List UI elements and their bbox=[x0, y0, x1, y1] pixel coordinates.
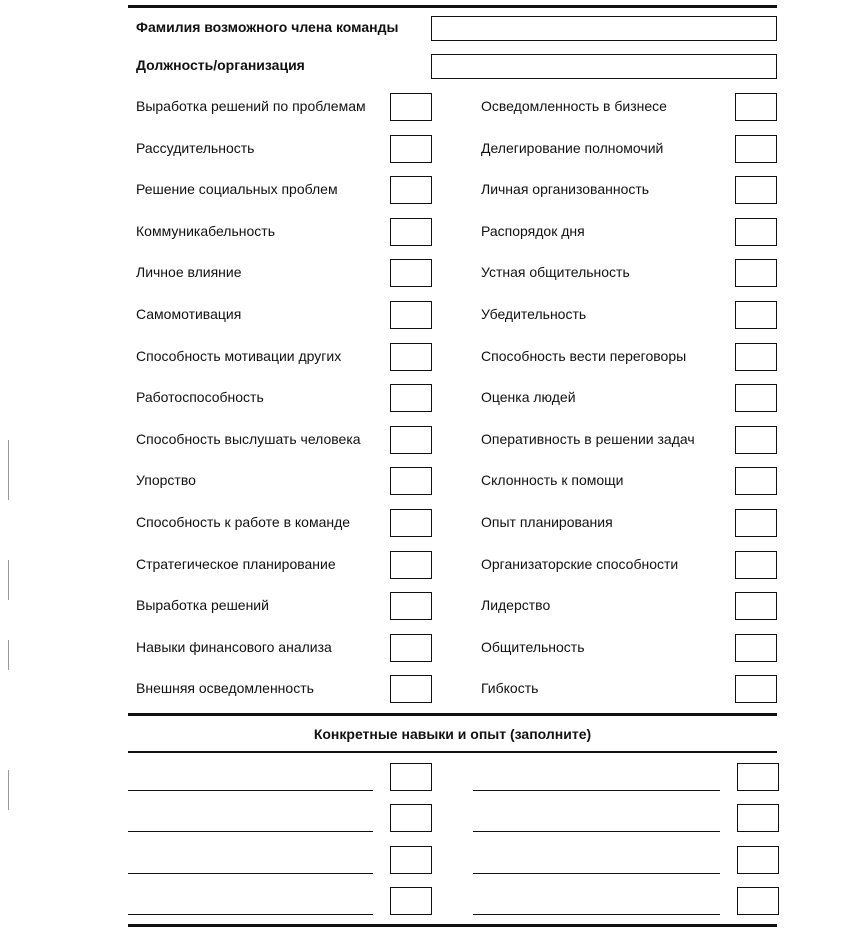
quality-label-right: Убедительность bbox=[481, 306, 587, 322]
score-box-left[interactable] bbox=[390, 426, 432, 454]
score-box-left[interactable] bbox=[390, 675, 432, 703]
score-box-right[interactable] bbox=[735, 176, 777, 204]
name-field[interactable] bbox=[431, 16, 777, 41]
skill-entry-line-left[interactable] bbox=[128, 790, 373, 791]
skill-score-box-right[interactable] bbox=[737, 846, 779, 874]
quality-label-left: Работоспособность bbox=[136, 389, 264, 406]
name-label: Фамилия возможного члена команды bbox=[136, 19, 399, 35]
quality-label-right: Опыт планирования bbox=[481, 514, 613, 530]
skill-score-box-right[interactable] bbox=[737, 804, 779, 832]
quality-label-right: Способность вести переговоры bbox=[481, 347, 687, 364]
quality-label-left: Способность мотивации других bbox=[136, 347, 342, 364]
score-box-right[interactable] bbox=[735, 135, 777, 163]
quality-label-left: Способность выслушать человека bbox=[136, 430, 361, 447]
score-box-right[interactable] bbox=[735, 93, 777, 121]
quality-label-left: Коммуникабельность bbox=[136, 222, 275, 239]
score-box-right[interactable] bbox=[735, 426, 777, 454]
skill-entry-line-left[interactable] bbox=[128, 873, 373, 874]
score-box-right[interactable] bbox=[735, 634, 777, 662]
position-label: Должность/организация bbox=[136, 57, 305, 73]
skill-entry-line-left[interactable] bbox=[128, 914, 373, 915]
quality-label-left: Способность к работе в команде bbox=[136, 514, 351, 530]
score-box-right[interactable] bbox=[735, 592, 777, 620]
skill-entry-line-right[interactable] bbox=[473, 831, 720, 832]
skill-score-box-right[interactable] bbox=[737, 887, 779, 915]
skill-score-box-left[interactable] bbox=[390, 846, 432, 874]
score-box-left[interactable] bbox=[390, 343, 432, 371]
scan-margin-marks bbox=[0, 0, 20, 930]
top-rule bbox=[128, 5, 777, 8]
score-box-right[interactable] bbox=[735, 509, 777, 537]
quality-label-right: Устная общительность bbox=[481, 264, 630, 281]
score-box-right[interactable] bbox=[735, 259, 777, 287]
score-box-left[interactable] bbox=[390, 93, 432, 121]
quality-label-left: Стратегическое планирование bbox=[136, 555, 336, 572]
skill-score-box-left[interactable] bbox=[390, 804, 432, 832]
score-box-left[interactable] bbox=[390, 634, 432, 662]
evaluation-form bbox=[128, 0, 777, 930]
score-box-left[interactable] bbox=[390, 135, 432, 163]
score-box-left[interactable] bbox=[390, 551, 432, 579]
score-box-left[interactable] bbox=[390, 176, 432, 204]
skill-entry-line-right[interactable] bbox=[473, 914, 720, 915]
quality-label-left: Выработка решений bbox=[136, 597, 269, 614]
score-box-right[interactable] bbox=[735, 675, 777, 703]
quality-label-right: Организаторские способности bbox=[481, 555, 679, 572]
quality-label-right: Склонность к помощи bbox=[481, 472, 624, 489]
skill-score-box-right[interactable] bbox=[737, 763, 779, 791]
skills-section-title: Конкретные навыки и опыт (заполните) bbox=[313, 726, 592, 742]
quality-label-right: Оперативность в решении задач bbox=[481, 430, 695, 447]
bottom-rule bbox=[128, 924, 777, 927]
score-box-left[interactable] bbox=[390, 259, 432, 287]
position-field[interactable] bbox=[431, 54, 777, 79]
quality-label-right: Распорядок дня bbox=[481, 222, 585, 239]
score-box-right[interactable] bbox=[735, 343, 777, 371]
quality-label-right: Общительность bbox=[481, 638, 585, 655]
score-box-left[interactable] bbox=[390, 592, 432, 620]
section-rule bbox=[128, 713, 777, 716]
score-box-right[interactable] bbox=[735, 551, 777, 579]
quality-label-right: Гибкость bbox=[481, 680, 539, 697]
score-box-right[interactable] bbox=[735, 467, 777, 495]
quality-label-left: Навыки финансового анализа bbox=[136, 638, 332, 655]
skill-entry-line-left[interactable] bbox=[128, 831, 373, 832]
quality-label-right: Лидерство bbox=[481, 597, 551, 614]
score-box-left[interactable] bbox=[390, 301, 432, 329]
quality-label-left: Личное влияние bbox=[136, 264, 242, 281]
score-box-left[interactable] bbox=[390, 384, 432, 412]
quality-label-left: Самомотивация bbox=[136, 306, 242, 322]
score-box-left[interactable] bbox=[390, 509, 432, 537]
skill-score-box-left[interactable] bbox=[390, 887, 432, 915]
quality-label-right: Делегирование полномочий bbox=[481, 139, 664, 156]
quality-label-left: Рассудительность bbox=[136, 139, 255, 156]
quality-label-left: Выработка решений по проблемам bbox=[136, 98, 366, 114]
quality-label-left: Решение социальных проблем bbox=[136, 181, 338, 198]
quality-label-right: Оценка людей bbox=[481, 389, 576, 406]
section-title-rule bbox=[128, 751, 777, 753]
quality-label-left: Упорство bbox=[136, 472, 196, 489]
score-box-right[interactable] bbox=[735, 218, 777, 246]
score-box-left[interactable] bbox=[390, 467, 432, 495]
skill-score-box-left[interactable] bbox=[390, 763, 432, 791]
score-box-right[interactable] bbox=[735, 301, 777, 329]
skill-entry-line-right[interactable] bbox=[473, 873, 720, 874]
quality-label-right: Осведомленность в бизнесе bbox=[481, 98, 667, 114]
score-box-right[interactable] bbox=[735, 384, 777, 412]
score-box-left[interactable] bbox=[390, 218, 432, 246]
quality-label-left: Внешняя осведомленность bbox=[136, 680, 314, 697]
quality-label-right: Личная организованность bbox=[481, 181, 650, 198]
skill-entry-line-right[interactable] bbox=[473, 790, 720, 791]
